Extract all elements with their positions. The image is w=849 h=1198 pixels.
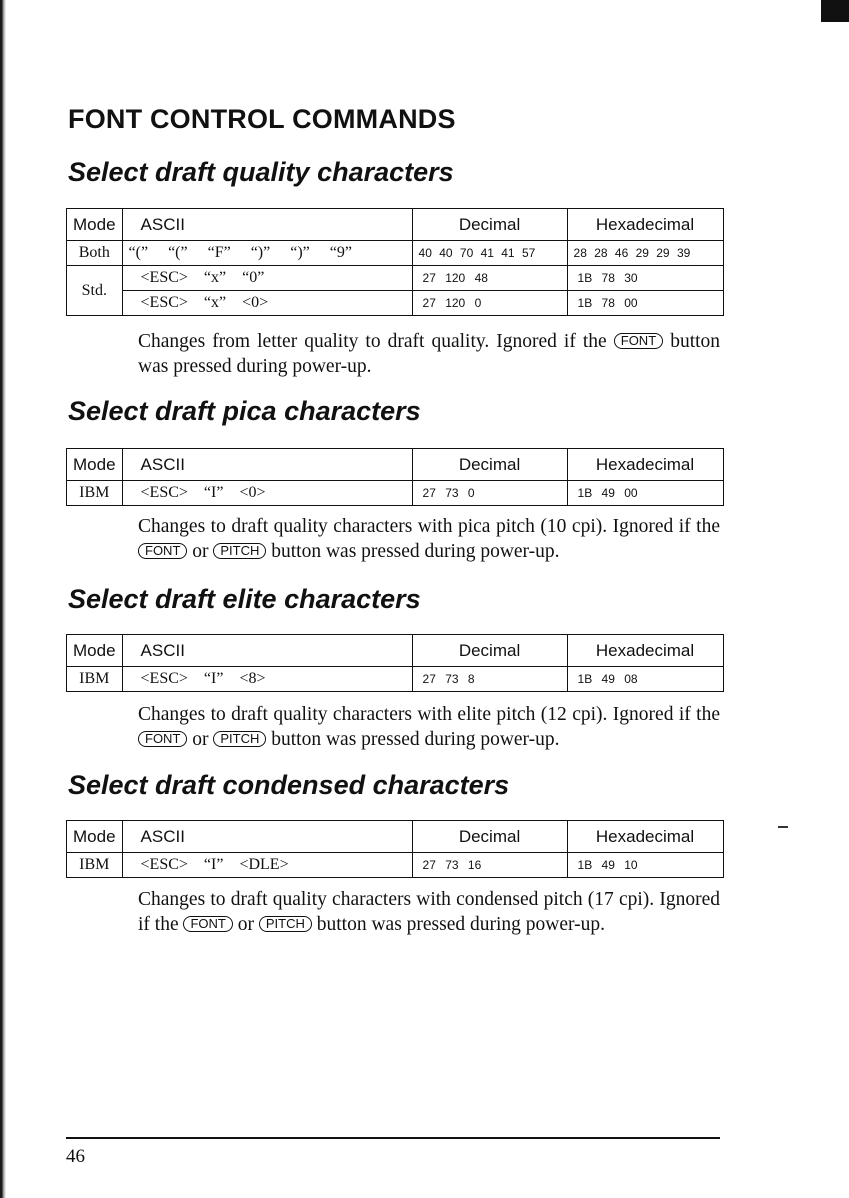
description-text: Changes from letter quality to draft quality. Ignored if the: [138, 331, 607, 352]
table-row: [67, 291, 724, 316]
header-decimal: Decimal: [412, 821, 567, 853]
description-text: Changes to draft quality characters with condensed pitch (17 cpi). Ignored if the: [138, 889, 720, 935]
mode-cell: IBM: [67, 667, 123, 692]
command-table-draft-pica: [66, 448, 724, 506]
header-mode: Mode: [67, 635, 123, 667]
font-key-icon: FONT: [138, 543, 187, 559]
description-text: Changes to draft quality characters with elite pitch (12 cpi). Ignored if the: [138, 704, 720, 725]
description-text: button was pressed during power-up.: [138, 331, 721, 377]
footer-rule: [66, 1137, 720, 1139]
hex-cell: 1B 49 00: [567, 481, 723, 506]
command-table-draft-quality: [66, 208, 724, 316]
header-ascii: ASCII: [122, 635, 412, 667]
ascii-cell: <ESC> “x” “0”: [122, 266, 412, 291]
ascii-cell: <ESC> “x” <0>: [122, 291, 412, 316]
description-text: button was pressed during power-up.: [316, 914, 606, 935]
table-header-row: [67, 209, 724, 241]
page-number: 46: [66, 1146, 85, 1167]
description-text: button was pressed during power-up.: [271, 729, 560, 750]
ascii-cell: “(” “(” “F” “)” “)” “9”: [122, 241, 412, 266]
description-text: or: [192, 729, 209, 750]
table-row: [67, 853, 724, 878]
command-table-draft-condensed: [66, 820, 724, 878]
header-ascii: ASCII: [122, 449, 412, 481]
section-title-draft-pica: Select draft pica characters: [68, 396, 421, 426]
header-decimal: Decimal: [412, 635, 567, 667]
header-mode: Mode: [67, 449, 123, 481]
description-draft-elite: [138, 702, 720, 752]
pitch-key-icon: PITCH: [213, 543, 266, 559]
table-row: [67, 481, 724, 506]
header-hex: Hexadecimal: [567, 209, 723, 241]
hex-cell: 1B 49 08: [567, 667, 723, 692]
decimal-cell: 27 73 0: [412, 481, 567, 506]
header-hex: Hexadecimal: [567, 449, 723, 481]
header-mode: Mode: [67, 821, 123, 853]
header-mode: Mode: [67, 209, 123, 241]
section-title-draft-elite: Select draft elite characters: [68, 584, 421, 614]
hex-cell: 1B 78 30: [567, 266, 723, 291]
ascii-cell: <ESC> “I” <0>: [122, 481, 412, 506]
header-hex: Hexadecimal: [567, 821, 723, 853]
pitch-key-icon: PITCH: [213, 731, 266, 747]
decimal-cell: 27 120 48: [412, 266, 567, 291]
page-title: FONT CONTROL COMMANDS: [68, 104, 456, 134]
ascii-cell: <ESC> “I” <DLE>: [122, 853, 412, 878]
decimal-cell: 27 120 0: [412, 291, 567, 316]
pitch-key-icon: PITCH: [259, 916, 312, 932]
mode-cell: IBM: [67, 853, 123, 878]
table-header-row: [67, 635, 724, 667]
font-key-icon: FONT: [138, 731, 187, 747]
scan-edge: [0, 0, 6, 1198]
header-hex: Hexadecimal: [567, 635, 723, 667]
ascii-cell: <ESC> “I” <8>: [122, 667, 412, 692]
header-decimal: Decimal: [412, 209, 567, 241]
hex-cell: 1B 49 10: [567, 853, 723, 878]
decimal-cell: 27 73 16: [412, 853, 567, 878]
font-key-icon: FONT: [614, 333, 663, 349]
decimal-cell: 27 73 8: [412, 667, 567, 692]
hex-cell: 1B 78 00: [567, 291, 723, 316]
corner-mark: [821, 0, 849, 22]
description-text: button was pressed during power-up.: [271, 541, 560, 562]
margin-mark: [778, 826, 788, 828]
description-draft-condensed: [138, 887, 720, 937]
description-text: or: [237, 914, 254, 935]
mode-cell: Std.: [67, 266, 123, 316]
hex-cell: 28 28 46 29 29 39: [567, 241, 723, 266]
table-header-row: [67, 449, 724, 481]
description-text: Changes to draft quality characters with pica pitch (10 cpi). Ignored if the: [138, 516, 720, 537]
mode-cell: IBM: [67, 481, 123, 506]
header-decimal: Decimal: [412, 449, 567, 481]
font-key-icon: FONT: [183, 916, 232, 932]
table-row: [67, 266, 724, 291]
header-ascii: ASCII: [122, 209, 412, 241]
description-draft-quality: [138, 329, 720, 379]
command-table-draft-elite: [66, 634, 724, 692]
decimal-cell: 40 40 70 41 41 57: [412, 241, 567, 266]
mode-cell: Both: [67, 241, 123, 266]
description-text: or: [192, 541, 209, 562]
section-title-draft-condensed: Select draft condensed characters: [68, 770, 510, 800]
header-ascii: ASCII: [122, 821, 412, 853]
table-row: [67, 241, 724, 266]
table-header-row: [67, 821, 724, 853]
description-draft-pica: [138, 514, 720, 564]
section-title-draft-quality: Select draft quality characters: [68, 157, 454, 187]
table-row: [67, 667, 724, 692]
